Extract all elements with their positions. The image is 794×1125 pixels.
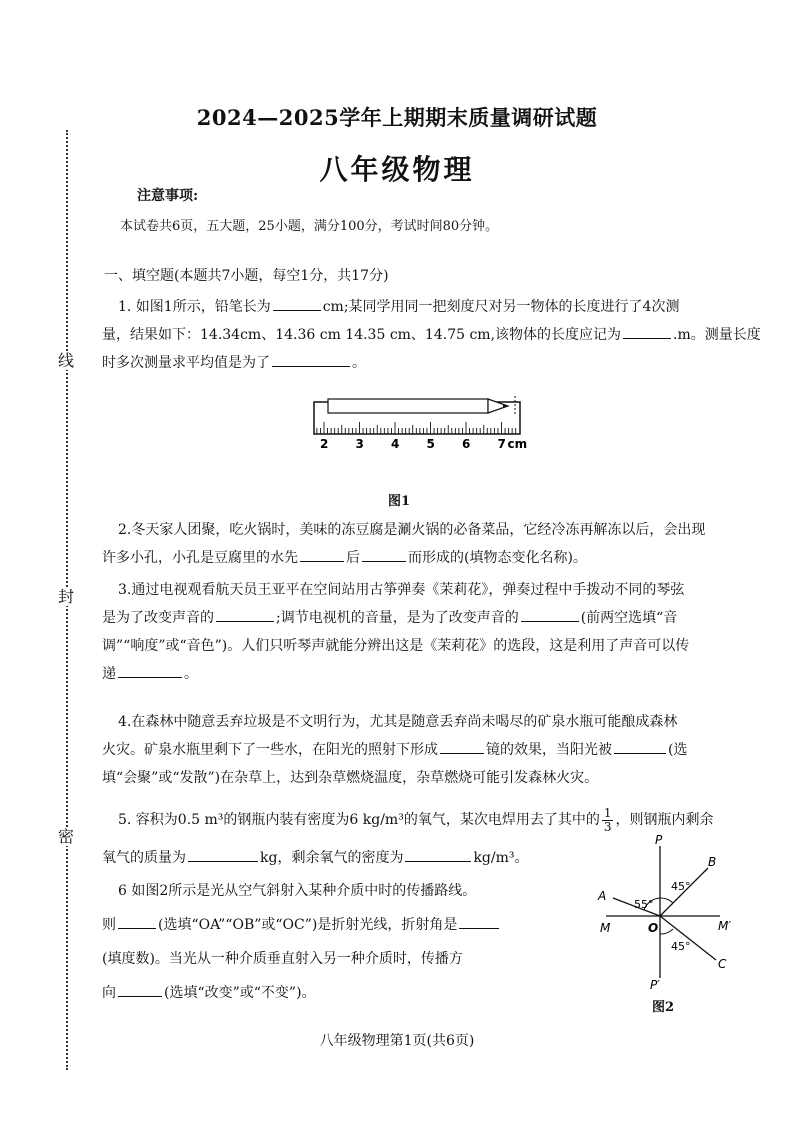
- angle-label-45-top: 45°: [671, 880, 691, 893]
- margin-char-mi: 密: [58, 827, 75, 846]
- page-footer: 八年级物理第1页(共6页): [319, 1033, 475, 1049]
- notice-heading: 注意事项:: [137, 188, 199, 204]
- margin-char-xian: 线: [58, 351, 75, 370]
- ruler-unit: cm: [507, 437, 528, 451]
- answer-blank[interactable]: [459, 914, 499, 929]
- label-A: A: [598, 889, 607, 903]
- answer-blank[interactable]: [521, 607, 579, 622]
- answer-blank[interactable]: [623, 324, 671, 339]
- answer-blank[interactable]: [405, 847, 471, 862]
- label-Mp: M′: [718, 919, 732, 933]
- answer-blank[interactable]: [300, 547, 344, 562]
- label-C: C: [718, 957, 727, 971]
- question-5: 5. 容积为0.5 m³的钢瓶内装有密度为6 kg/m³的氧气，某次电焊用去了其中的 $\frac{1}{3}$ ，则钢瓶内剩余 氧气的质量为 kg，剩余氧气的密度为 kg/m³。: [102, 805, 714, 866]
- notice-text: 本试卷共6页，五大题，25小题，满分100分，考试时间80分钟。: [120, 219, 499, 234]
- question-4: 4.在森林中随意丢弃垃圾是不文明行为，尤其是随意丢弃尚未喝尽的矿泉水瓶可能酿成森林 火灾。矿泉水瓶里剩下了一些水，在阳光的照射下形成 镜的效果，当阳光被 (选 填“会聚”或“发散”)在杂草上，达到杂草燃烧温度，杂草燃烧可能引发森林火灾。: [102, 714, 688, 786]
- answer-blank[interactable]: [118, 663, 182, 678]
- label-Pp: P′: [650, 978, 660, 992]
- figure-2-caption: 图2: [652, 1000, 675, 1015]
- answer-blank[interactable]: [118, 914, 156, 929]
- ruler-ticks: [317, 422, 516, 434]
- figure-1-caption: 图1: [388, 494, 411, 509]
- question-3: 3.通过电视观看航天员王亚平在空间站用古筝弹奏《茉莉花》，弹奏过程中手拨动不同的琴弦 是为了改变声音的 ;调节电视机的音量，是为了改变声音的 (前两空选填“音 调”“响度”或“音色”)。人们只听琴声就能分辨出这是《茉莉花》的选段，这是利用了声音可以传 递 。: [102, 582, 690, 682]
- angle-label-45-bottom: 45°: [671, 940, 691, 953]
- exam-subtitle: 八年级物理: [319, 153, 475, 186]
- ruler-label: 2: [320, 437, 329, 451]
- figure-2-refraction: [590, 832, 750, 997]
- ruler-label: 7: [497, 437, 506, 451]
- angle-label-55: 55°: [634, 898, 654, 911]
- margin-char-feng: 封: [58, 587, 75, 606]
- section-heading: 一、填空题(本题共7小题，每空1分，共17分): [104, 268, 389, 284]
- answer-blank[interactable]: [440, 739, 484, 754]
- label-M: M: [600, 921, 611, 935]
- label-B: B: [708, 855, 717, 869]
- fraction-one-third: $\frac{1}{3}$: [603, 805, 612, 834]
- answer-blank[interactable]: [273, 296, 321, 311]
- question-2: 2.冬天家人团聚，吃火锅时，美味的冻豆腐是涮火锅的必备菜品，它经冷冻再解冻以后，会出现 许多小孔，小孔是豆腐里的水先 后 而形成的(填物态变化名称)。: [102, 522, 706, 566]
- answer-blank[interactable]: [188, 847, 258, 862]
- pencil-icon: [328, 399, 508, 413]
- answer-blank[interactable]: [614, 739, 666, 754]
- ruler-label: 5: [426, 437, 435, 451]
- ruler-label: 6: [462, 437, 471, 451]
- ruler-label: 4: [391, 437, 400, 451]
- exam-title: 2024—2025学年上期期末质量调研试题: [196, 105, 598, 130]
- label-P: P: [655, 833, 663, 847]
- figure-1-ruler: [308, 392, 538, 454]
- answer-blank[interactable]: [362, 547, 406, 562]
- question-1: 1. 如图1所示，铅笔长为 cm;某同学用同一把刻度尺对另一物体的长度进行了4次测 量，结果如下：14.34cm、14.36 cm 14.35 cm、14.75 cm,该物体的长度应记为 .m。测量长度 时多次测量求平均值是为了 。: [118, 293, 718, 377]
- question-6: 6 如图2所示是光从空气斜射入某种介质中时的传播路线。 则 (选填“OA”“OB”或“OC”)是折射光线，折射角是 (填度数)。当光从一种介质垂直射入另一种介质时，传播方 向 (选填“改变”或“不变”)。: [118, 877, 578, 1007]
- answer-blank[interactable]: [272, 352, 350, 367]
- ray-oc: [660, 916, 716, 960]
- ruler-label: 3: [355, 437, 364, 451]
- answer-blank[interactable]: [118, 982, 162, 997]
- label-O: O: [648, 921, 659, 935]
- answer-blank[interactable]: [216, 607, 274, 622]
